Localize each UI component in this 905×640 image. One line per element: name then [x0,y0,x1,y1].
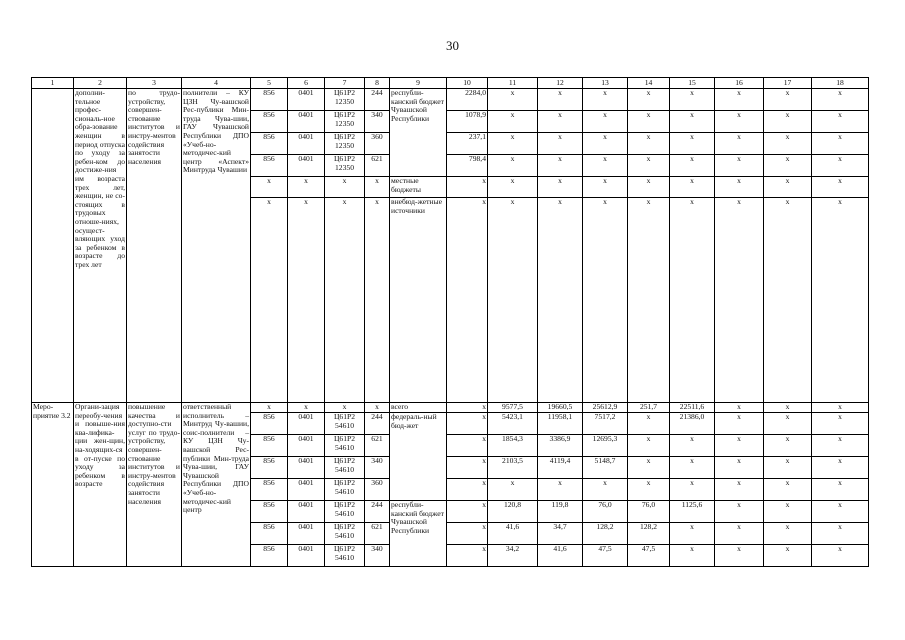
amount-cell: x [447,457,488,479]
column-number-cell: 14 [628,78,670,89]
budget-code-cell: 0401 [288,111,325,133]
amount-cell: x [538,133,583,155]
budget-code-cell: 856 [251,155,288,177]
amount-cell: 41,6 [538,545,583,567]
amount-cell: x [764,133,812,155]
amount-cell: 47,5 [628,545,670,567]
budget-code-cell: 244 [365,501,390,523]
amount-cell: x [447,479,488,501]
amount-cell: 47,5 [583,545,628,567]
budget-code-cell: x [288,198,325,403]
amount-cell: x [628,111,670,133]
task-cell: по трудо-устройству, совершен-ствование институтов и инстру-ментов содействия занятости населения [127,89,182,403]
column-number-cell: 17 [764,78,812,89]
column-number-row [32,78,869,89]
amount-cell: 1854,3 [488,435,538,457]
amount-cell: x [670,198,715,403]
amount-cell: x [812,479,869,501]
budget-code-cell: 856 [251,545,288,567]
budget-code-cell: 0401 [288,89,325,111]
amount-cell: x [715,523,764,545]
amount-cell: x [447,198,488,403]
amount-cell: 19660,5 [538,403,583,413]
amount-cell: x [812,435,869,457]
amount-cell: x [812,111,869,133]
amount-cell: x [812,523,869,545]
amount-cell: x [538,155,583,177]
amount-cell: x [538,89,583,111]
budget-code-cell: 0401 [288,413,325,435]
amount-cell: x [488,177,538,198]
amount-cell: 798,4 [447,155,488,177]
amount-cell: x [538,479,583,501]
amount-cell: 1078,9 [447,111,488,133]
amount-cell: x [764,198,812,403]
amount-cell: 22511,6 [670,403,715,413]
amount-cell: x [447,177,488,198]
amount-cell: x [628,89,670,111]
amount-cell: x [447,413,488,435]
amount-cell: x [812,413,869,435]
budget-code-cell: 856 [251,457,288,479]
amount-cell: x [628,155,670,177]
column-number-cell: 2 [74,78,127,89]
amount-cell: x [538,177,583,198]
amount-cell: x [583,111,628,133]
amount-cell: x [488,133,538,155]
amount-cell: x [764,111,812,133]
event-name-cell: дополни-тельное профес-сиональ-ное обра-зование женщин в период отпуска по уходу за ребен-ком до достиже-ния им возраста трех лет, женщин, не со-стоящих в трудовых отноше-ниях, осущест-вляющих уход за ребенком в возрасте до трех лет [74,89,127,403]
amount-cell: x [628,457,670,479]
amount-cell: x [715,479,764,501]
amount-cell: 5423,1 [488,413,538,435]
amount-cell: x [764,501,812,523]
column-number-cell: 3 [127,78,182,89]
amount-cell: 128,2 [583,523,628,545]
amount-cell: 9577,5 [488,403,538,413]
funding-source-cell: федераль-ный бюд-жет [390,413,447,501]
budget-code-cell: 360 [365,479,390,501]
budget-code-cell: x [288,177,325,198]
amount-cell: x [715,155,764,177]
budget-code-cell: Ц61Р2 54610 [325,501,365,523]
amount-cell: 7517,2 [583,413,628,435]
budget-code-cell: 621 [365,435,390,457]
amount-cell: x [812,177,869,198]
column-number-cell: 5 [251,78,288,89]
amount-cell: x [488,479,538,501]
column-number-cell: 4 [182,78,251,89]
column-number-cell: 16 [715,78,764,89]
amount-cell: x [715,177,764,198]
amount-cell: 25612,9 [583,403,628,413]
amount-cell: x [812,155,869,177]
amount-cell: x [764,523,812,545]
amount-cell: x [764,413,812,435]
budget-code-cell: 0401 [288,155,325,177]
amount-cell: 76,0 [583,501,628,523]
amount-cell: x [715,403,764,413]
amount-cell: x [628,177,670,198]
budget-code-cell: Ц61Р2 54610 [325,545,365,567]
amount-cell: x [670,545,715,567]
budget-code-cell: 244 [365,89,390,111]
column-number-cell: 8 [365,78,390,89]
column-number-cell: 18 [812,78,869,89]
amount-cell: x [488,155,538,177]
amount-cell: 12695,3 [583,435,628,457]
budget-code-cell: x [251,403,288,413]
budget-code-cell: 0401 [288,479,325,501]
budget-code-cell: 0401 [288,545,325,567]
amount-cell: 237,1 [447,133,488,155]
budget-code-cell: 856 [251,435,288,457]
event-number-cell: Меро-приятие 3.2 [32,403,74,567]
amount-cell: x [764,457,812,479]
amount-cell: x [628,413,670,435]
budget-code-cell: x [365,177,390,198]
budget-code-cell: 856 [251,413,288,435]
amount-cell: 120,8 [488,501,538,523]
budget-code-cell: 340 [365,545,390,567]
amount-cell: 1125,6 [670,501,715,523]
budget-code-cell: 244 [365,413,390,435]
amount-cell: x [715,413,764,435]
budget-code-cell: x [251,177,288,198]
executor-cell: ответственный исполнитель – Минтруд Чу-вашии, соис-полнители – КУ ЦЗН Чу-вашской Рес-публики Мин-труда Чува-шии, ГАУ Чувашской Республики ДПО «Учеб-но-методичес-кий центр [182,403,251,567]
budget-code-cell: 856 [251,133,288,155]
amount-cell: x [764,479,812,501]
amount-cell: 11958,1 [538,413,583,435]
amount-cell: x [764,155,812,177]
budget-code-cell: 340 [365,457,390,479]
budget-code-cell: 856 [251,479,288,501]
amount-cell: x [628,133,670,155]
budget-code-cell: Ц61Р2 54610 [325,457,365,479]
budget-code-cell: 360 [365,133,390,155]
amount-cell: x [583,133,628,155]
funding-source-cell: республи-канский бюджет Чувашской Республики [390,89,447,177]
amount-cell: 34,2 [488,545,538,567]
amount-cell: x [447,501,488,523]
amount-cell: x [812,198,869,403]
amount-cell: x [628,435,670,457]
amount-cell: x [715,89,764,111]
budget-code-cell: 856 [251,111,288,133]
amount-cell: x [715,133,764,155]
amount-cell: x [812,545,869,567]
funding-source-cell: всего [390,403,447,413]
column-number-cell: 7 [325,78,365,89]
amount-cell: x [447,403,488,413]
amount-cell: x [670,177,715,198]
amount-cell: x [764,403,812,413]
budget-code-cell: 856 [251,501,288,523]
amount-cell: 3386,9 [538,435,583,457]
amount-cell: 5148,7 [583,457,628,479]
column-number-cell: 13 [583,78,628,89]
amount-cell: 2103,5 [488,457,538,479]
budget-code-cell: Ц61Р2 12350 [325,133,365,155]
table-row [32,89,869,111]
column-number-cell: 9 [390,78,447,89]
budget-code-cell: 621 [365,523,390,545]
column-number-cell: 11 [488,78,538,89]
budget-code-cell: x [365,198,390,403]
amount-cell: x [670,155,715,177]
amount-cell: x [488,89,538,111]
budget-code-cell: x [325,177,365,198]
amount-cell: x [670,111,715,133]
amount-cell: x [812,89,869,111]
funding-source-cell: республи-канский бюджет Чувашской Республики [390,501,447,567]
amount-cell: x [583,155,628,177]
amount-cell: x [538,198,583,403]
amount-cell: x [764,435,812,457]
page-number: 30 [446,38,459,53]
budget-code-cell: x [325,403,365,413]
amount-cell: 34,7 [538,523,583,545]
budget-code-cell: x [365,403,390,413]
budget-code-cell: 0401 [288,457,325,479]
amount-cell: x [715,545,764,567]
amount-cell: 41,6 [488,523,538,545]
funding-source-cell: внебюд-жетные источники [390,198,447,403]
budget-code-cell: Ц61Р2 54610 [325,435,365,457]
budget-code-cell: Ц61Р2 54610 [325,523,365,545]
budget-code-cell: Ц61Р2 12350 [325,155,365,177]
amount-cell: x [628,479,670,501]
amount-cell: 251,7 [628,403,670,413]
budget-code-cell: Ц61Р2 12350 [325,111,365,133]
budget-code-cell: 0401 [288,523,325,545]
column-number-cell: 6 [288,78,325,89]
amount-cell: x [447,545,488,567]
amount-cell: 21386,0 [670,413,715,435]
amount-cell: x [764,89,812,111]
column-number-cell: 1 [32,78,74,89]
task-cell: повышение качества и доступно-сти услуг по трудо-устройству, совершен-ствование институтов и инстру-ментов содействия занятости населения [127,403,182,567]
budget-code-cell: 0401 [288,435,325,457]
column-number-cell: 10 [447,78,488,89]
amount-cell: x [764,177,812,198]
amount-cell: 128,2 [628,523,670,545]
amount-cell: x [715,111,764,133]
amount-cell: 4119,4 [538,457,583,479]
amount-cell: x [583,89,628,111]
amount-cell: x [628,198,670,403]
budget-code-cell: Ц61Р2 54610 [325,413,365,435]
budget-code-cell: Ц61Р2 54610 [325,479,365,501]
amount-cell: x [715,198,764,403]
amount-cell: x [812,403,869,413]
amount-cell: 2284,0 [447,89,488,111]
budget-code-cell: 0401 [288,501,325,523]
amount-cell: x [488,198,538,403]
budget-code-cell: 0401 [288,133,325,155]
amount-cell: x [670,457,715,479]
column-number-cell: 12 [538,78,583,89]
budget-code-cell: 856 [251,523,288,545]
column-number-cell: 15 [670,78,715,89]
amount-cell: x [715,457,764,479]
executor-cell: полнители – КУ ЦЗН Чу-вашской Рес-публики Мин-труда Чува-шии, ГАУ Чувашской Республики ДПО «Учеб-но-методичес-кий центр «Аспект» Минтруда Чувашии [182,89,251,403]
budget-code-cell: x [251,198,288,403]
amount-cell: 119,8 [538,501,583,523]
amount-cell: x [583,198,628,403]
budget-code-cell: 340 [365,111,390,133]
amount-cell: x [583,479,628,501]
table-row [32,403,869,413]
amount-cell: x [670,523,715,545]
amount-cell: x [812,133,869,155]
amount-cell: x [670,435,715,457]
amount-cell: x [488,111,538,133]
amount-cell: x [583,177,628,198]
amount-cell: x [812,501,869,523]
budget-table [31,77,869,567]
event-number-cell [32,89,74,403]
event-name-cell: Органи-зация переобу-чения и повыше-ния ква-лифика-ции жен-щин, на-ходящих-ся в от-пуске по уходу за ребенком в возрасте [74,403,127,567]
amount-cell: x [715,435,764,457]
amount-cell: x [670,479,715,501]
amount-cell: 76,0 [628,501,670,523]
amount-cell: x [764,545,812,567]
amount-cell: x [447,435,488,457]
budget-code-cell: x [325,198,365,403]
budget-code-cell: 621 [365,155,390,177]
amount-cell: x [447,523,488,545]
amount-cell: x [670,133,715,155]
funding-source-cell: местные бюджеты [390,177,447,198]
amount-cell: x [670,89,715,111]
budget-code-cell: Ц61Р2 12350 [325,89,365,111]
budget-code-cell: 856 [251,89,288,111]
amount-cell: x [812,457,869,479]
budget-code-cell: x [288,403,325,413]
amount-cell: x [538,111,583,133]
amount-cell: x [715,501,764,523]
